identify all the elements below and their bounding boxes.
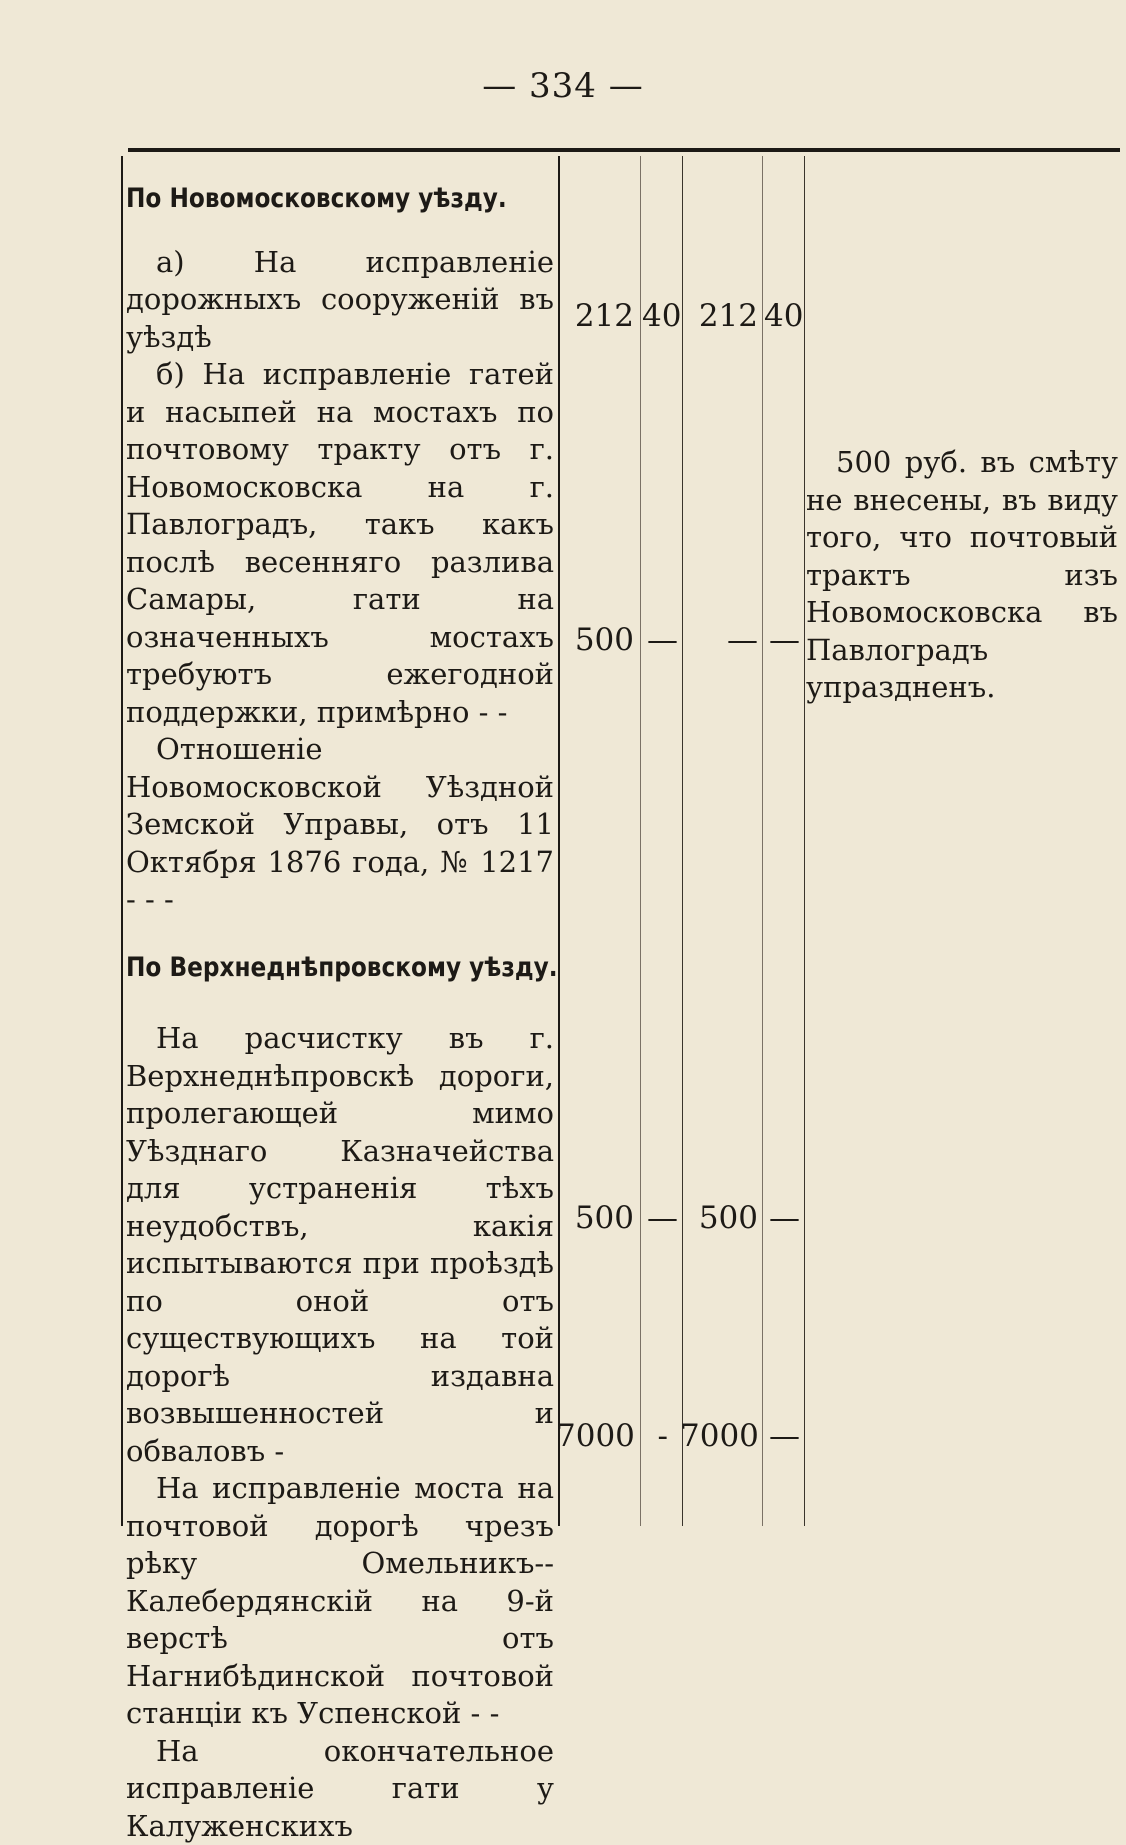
description-column [126,180,554,1845]
section-heading-verkhnedneprovsk: По Верхнеднѣпровскому уѣзду. [126,949,494,987]
amount-a-rubles-2: 212 [694,298,758,335]
column-divider-text [558,156,560,1526]
amount-c-kopecks-2: — [764,1200,800,1237]
remarks-column [806,444,1118,707]
amount-d-rubles-2: 7000 [680,1418,758,1455]
amount-b-rubles: 500 [570,622,634,659]
amount-a-kopecks: 40 [642,298,678,335]
amount-b-rubles-2: — [694,622,758,659]
amount-d-kopecks: - [642,1418,668,1455]
amount-b-kopecks-2: — [764,622,800,659]
column-divider-remarks [804,156,805,1526]
column-divider-kop1 [640,156,641,1526]
table-left-border [121,156,123,1526]
amount-d-kopecks-2: — [764,1418,800,1455]
item-d-text: На исправленіе моста на почтовой дорогѣ чрезъ рѣку Омельникъ--Калебердянскій на 9-й верстѣ отъ Нагнибѣдинской почтовой станціи къ Успенской - - [126,1470,554,1733]
amount-c-kopecks: — [642,1200,678,1237]
item-c-text: На расчистку въ г. Верхнеднѣпровскѣ дороги, пролегающей мимо Уѣзднаго Казначейства для устраненія тѣхъ неудобствъ, какія испытываются при проѣздѣ по оной отъ существующихъ на той дорогѣ издавна возвышенностей и обваловъ - [126,1020,554,1470]
top-rule [128,148,1120,152]
column-divider-kop2 [762,156,763,1526]
amount-a-kopecks-2: 40 [764,298,800,335]
amount-c-rubles-2: 500 [694,1200,758,1237]
column-divider-rub2 [682,156,683,1526]
page-number: — 334 — [0,66,1126,106]
amount-c-rubles: 500 [570,1200,634,1237]
amount-d-rubles: 7000 [556,1418,634,1455]
item-a-text: а) На исправленіе дорожныхъ сооруженій въ уѣздѣ [126,244,554,357]
amount-a-rubles: 212 [570,298,634,335]
item-b-reference: Отношеніе Новомосковской Уѣздной Земской Управы, отъ 11 Октября 1876 года, № 1217 - - - [126,731,554,919]
item-e-text: На окончательное исправленіе гати у Калуженскихъ [126,1733,554,1845]
remark-text: 500 руб. въ смѣту не внесены, въ виду того, что почтовый трактъ изъ Новомосковска въ Павлоградъ упраздненъ. [806,444,1118,707]
item-b-text: б) На исправленіе гатей и насыпей на мостахъ по почтовому тракту отъ г. Новомосковска на г. Павлоградъ, такъ какъ послѣ весенняго разлива Самары, гати на означенныхъ мостахъ требуютъ ежегодной поддержки, примѣрно - - [126,356,554,731]
section-heading-novomoskovsk: По Новомосковскому уѣзду. [126,180,494,218]
amount-b-kopecks: — [642,622,678,659]
